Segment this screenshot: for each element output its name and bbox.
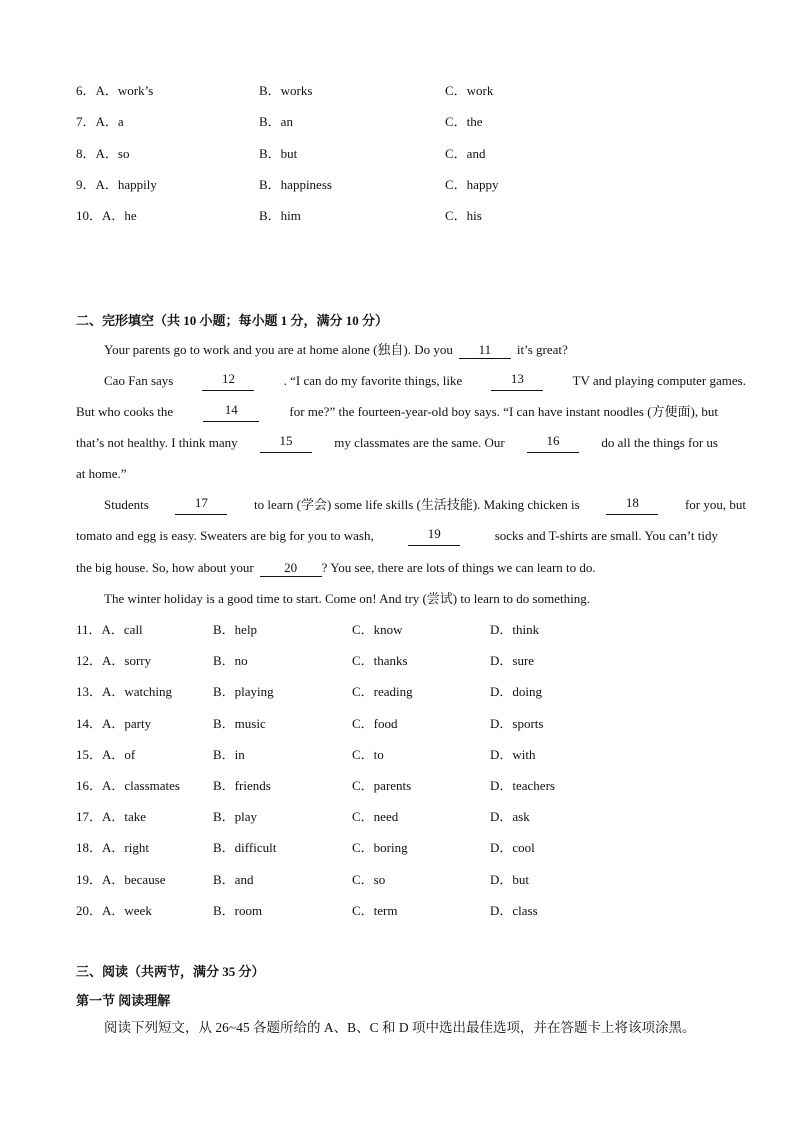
subsection-heading: 第一节 阅读理解 [76, 993, 171, 1008]
cloze-paragraph-4: The winter holiday is a good time to start. Come on! And try (尝试) to learn to do something. [104, 591, 590, 606]
option-a: 11．A．call [76, 622, 143, 637]
text: Your parents go to work and you are at home alone (独自). Do you [104, 342, 453, 357]
option-a: 6．A．work’s [76, 83, 154, 98]
text: do all the things for us [601, 435, 718, 450]
text: to learn (学会) some life skills (生活技能). Making chicken is [254, 497, 580, 512]
option-b: B．and [213, 872, 254, 887]
option-a: 20．A．week [76, 903, 152, 918]
option-b: B．difficult [213, 840, 277, 855]
text: socks and T-shirts are small. You can’t tidy [494, 528, 718, 543]
text: tomato and egg is easy. Sweaters are big for you to wash, [76, 528, 374, 543]
option-d: D．ask [490, 809, 530, 824]
option-a: 16．A．classmates [76, 778, 180, 793]
cloze-paragraph-2-line-1 [76, 371, 746, 391]
option-c: C．term [352, 903, 398, 918]
option-b: B．an [259, 114, 293, 129]
option-d: D．think [490, 622, 540, 637]
option-c: C．reading [352, 684, 413, 699]
section-heading-cloze: 二、完形填空（共 10 小题；每小题 1 分，满分 10 分） [76, 313, 389, 328]
option-a: 14．A．party [76, 716, 152, 731]
cloze-paragraph-3-line-3 [76, 558, 718, 578]
option-d: D．teachers [490, 778, 555, 793]
blank-12: 12 [202, 371, 254, 391]
option-c: C．work [445, 83, 494, 98]
cloze-paragraph-2-line-4: at home.” [76, 466, 127, 481]
text: for me?” the fourteen-year-old boy says. “I can have instant noodles (方便面), but [289, 404, 718, 419]
option-d: D．doing [490, 684, 543, 699]
option-b: B．room [213, 903, 263, 918]
blank-19: 19 [408, 526, 460, 546]
text: my classmates are the same. Our [334, 435, 505, 450]
option-a: 17．A．take [76, 809, 147, 824]
option-c: C．and [445, 146, 486, 161]
blank-11: 11 [459, 342, 511, 359]
option-c: C．thanks [352, 653, 408, 668]
option-a: 13．A．watching [76, 684, 173, 699]
option-c: C．need [352, 809, 399, 824]
text: the big house. So, how about your [76, 560, 254, 575]
blank-16: 16 [527, 433, 579, 453]
option-a: 10．A．he [76, 208, 137, 223]
text: TV and playing computer games. [572, 373, 746, 388]
blank-13: 13 [491, 371, 543, 391]
blank-20: 20 [260, 560, 322, 577]
text: it’s great? [516, 342, 568, 357]
option-d: D．sports [490, 716, 544, 731]
option-d: D．sure [490, 653, 535, 668]
option-b: B．friends [213, 778, 271, 793]
option-b: B．in [213, 747, 245, 762]
option-a: 18．A．right [76, 840, 149, 855]
option-b: B．works [259, 83, 313, 98]
cloze-paragraph-1 [76, 340, 746, 360]
option-b: B．happiness [259, 177, 332, 192]
text: . “I can do my favorite things, like [283, 373, 463, 388]
blank-17: 17 [175, 495, 227, 515]
cloze-paragraph-3-line-2 [76, 526, 718, 546]
text: Cao Fan says [104, 373, 174, 388]
option-c: C．parents [352, 778, 412, 793]
option-c: C．the [445, 114, 483, 129]
text: that’s not healthy. I think many [76, 435, 238, 450]
option-b: B．no [213, 653, 248, 668]
option-b: B．help [213, 622, 258, 637]
option-d: D．but [490, 872, 530, 887]
blank-14: 14 [203, 402, 259, 422]
text: for you, but [684, 497, 746, 512]
option-c: C．so [352, 872, 386, 887]
option-b: B．him [259, 208, 301, 223]
option-d: D．cool [490, 840, 535, 855]
option-a: 15．A．of [76, 747, 136, 762]
cloze-paragraph-3-line-1 [76, 495, 746, 515]
option-c: C．boring [352, 840, 408, 855]
option-d: D．with [490, 747, 536, 762]
text: But who cooks the [76, 404, 174, 419]
cloze-paragraph-2-line-2 [76, 402, 718, 422]
option-b: B．music [213, 716, 266, 731]
option-c: C．happy [445, 177, 499, 192]
section-heading-reading: 三、阅读（共两节，满分 35 分） [76, 964, 265, 979]
option-b: B．but [259, 146, 298, 161]
option-c: C．know [352, 622, 403, 637]
option-a: 8．A．so [76, 146, 130, 161]
cloze-paragraph-2-line-3 [76, 433, 718, 453]
blank-18: 18 [606, 495, 658, 515]
option-a: 7．A．a [76, 114, 124, 129]
option-d: D．class [490, 903, 538, 918]
text: ? You see, there are lots of things we can learn to do. [321, 560, 596, 575]
option-c: C．his [445, 208, 482, 223]
blank-15: 15 [260, 433, 312, 453]
reading-instruction: 阅读下列短文，从 26~45 各题所给的 A、B、C 和 D 项中选出最佳选项，并在答题卡上将该项涂黑。 [104, 1020, 696, 1035]
option-c: C．food [352, 716, 398, 731]
option-a: 9．A．happily [76, 177, 157, 192]
option-a: 12．A．sorry [76, 653, 152, 668]
option-c: C．to [352, 747, 384, 762]
option-a: 19．A．because [76, 872, 166, 887]
option-b: B．playing [213, 684, 274, 699]
option-b: B．play [213, 809, 258, 824]
text: Students [104, 497, 149, 512]
